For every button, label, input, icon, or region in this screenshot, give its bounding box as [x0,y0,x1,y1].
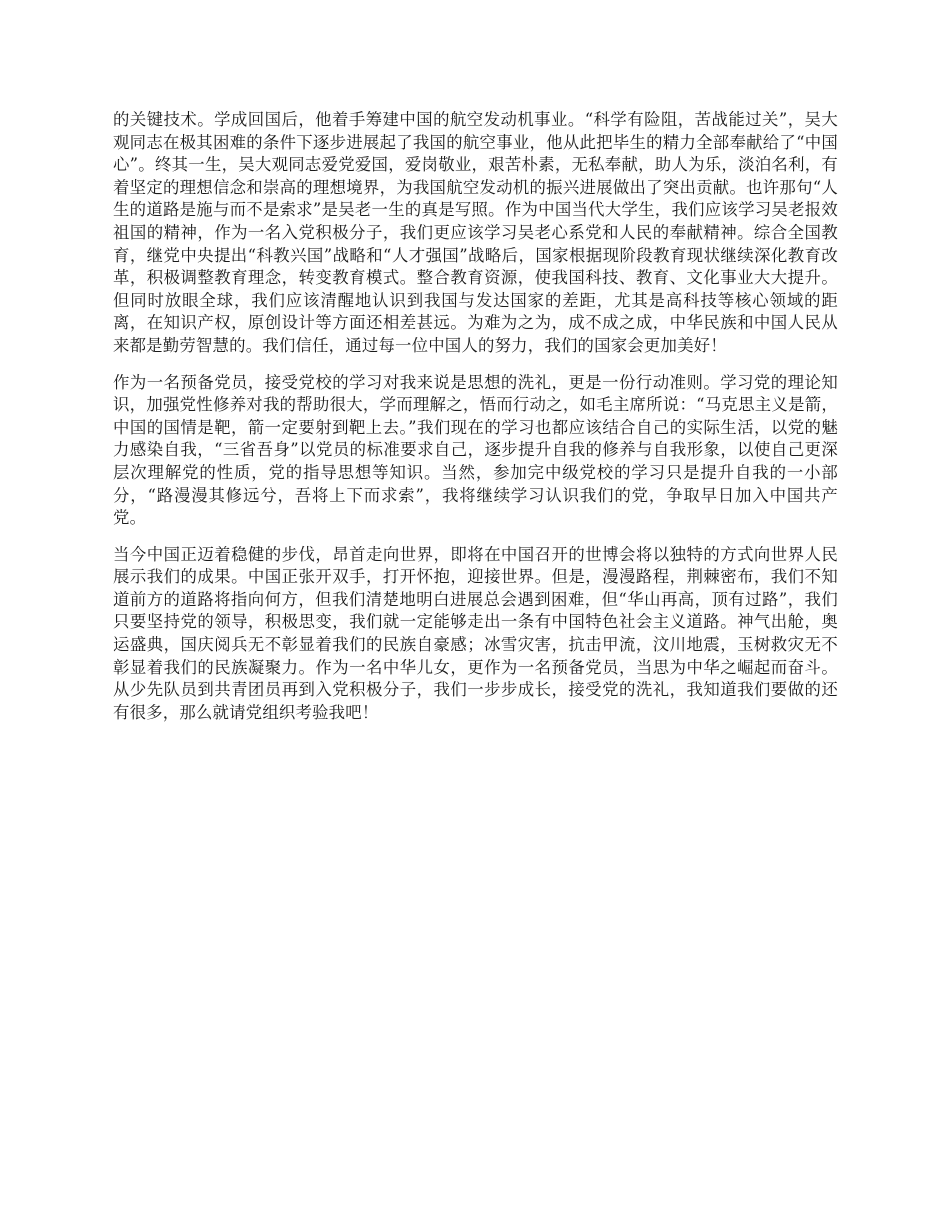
paragraph-1: 的关键技术。学成回国后，他着手筹建中国的航空发动机事业。“科学有险阻，苦战能过关”，吴大观同志在极其困难的条件下逐步进展起了我国的航空事业，他从此把毕生的精力全部奉献给了“中国心”。终其一生，吴大观同志爱党爱国，爱岗敬业，艰苦朴素，无私奉献，助人为乐，淡泊名利，有着坚定的理想信念和崇高的理想境界，为我国航空发动机的振兴进展做出了突出贡献。也许那句“人生的道路是施与而不是索求”是吴老一生的真是写照。作为中国当代大学生，我们应该学习吴老报效祖国的精神，作为一名入党积极分子，我们更应该学习吴老心系党和人民的奉献精神。综合全国教育，继党中央提出“科教兴国”战略和“人才强国”战略后，国家根据现阶段教育现状继续深化教育改革，积极调整教育理念，转变教育模式。整合教育资源，使我国科技、教育、文化事业大大提升。但同时放眼全球，我们应该清醒地认识到我国与发达国家的差距，尤其是高科技等核心领域的距离，在知识产权，原创设计等方面还相差甚远。为难为之为，成不成之成，中华民族和中国人民从来都是勤劳智慧的。我们信任，通过每一位中国人的努力，我们的国家会更加美好！ [113,110,838,355]
paragraph-3: 当今中国正迈着稳健的步伐，昂首走向世界，即将在中国召开的世博会将以独特的方式向世界人民展示我们的成果。中国正张开双手，打开怀抱，迎接世界。但是，漫漫路程，荆棘密布，我们不知道前方的道路将指向何方，但我们清楚地明白进展总会遇到困难，但“华山再高，顶有过路”，我们只要坚持党的领导，积极思变，我们就一定能够走出一条有中国特色社会主义道路。神气出舱，奥运盛典，国庆阅兵无不彰显着我们的民族自豪感；冰雪灾害，抗击甲流，汶川地震，玉树救灾无不彰显着我们的民族凝聚力。作为一名中华儿女，更作为一名预备党员，当思为中华之崛起而奋斗。从少先队员到共青团员再到入党积极分子，我们一步步成长，接受党的洗礼，我知道我们要做的还有很多，那么就请党组织考验我吧！ [113,544,838,722]
document-body [113,109,838,738]
paragraph-2: 作为一名预备党员，接受党校的学习对我来说是思想的洗礼，更是一份行动准则。学习党的理论知识，加强党性修养对我的帮助很大，学而理解之，悟而行动之，如毛主席所说：“马克思主义是箭，中国的国情是靶，箭一定要射到靶上去。”我们现在的学习也都应该结合自己的实际生活，以党的魅力感染自我，“三省吾身”以党员的标准要求自己，逐步提升自我的修养与自我形象，以使自己更深层次理解党的性质，党的指导思想等知识。当然，参加完中级党校的学习只是提升自我的一小部分，“路漫漫其修远兮，吾将上下而求索”，我将继续学习认识我们的党，争取早日加入中国共产党。 [113,372,838,528]
